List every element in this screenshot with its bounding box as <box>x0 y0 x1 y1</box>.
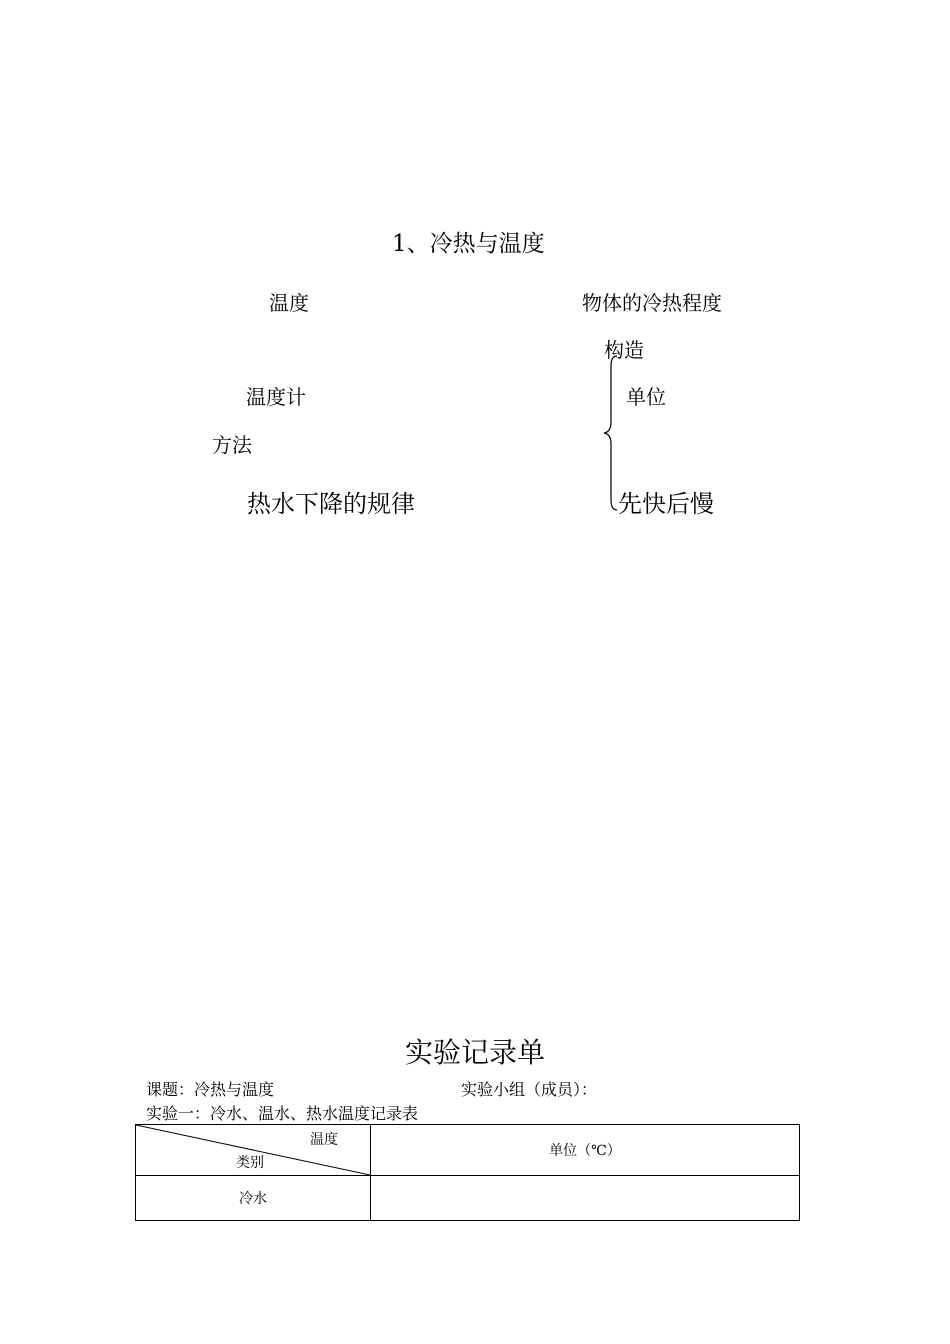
experiment-label: 实验一：冷水、温水、热水温度记录表 <box>146 1104 419 1123</box>
table-header-row <box>136 1125 800 1176</box>
record-sheet-title: 实验记录单 <box>405 1036 546 1069</box>
header-temperature: 温度 <box>310 1132 338 1148</box>
term-structure: 构造 <box>604 338 644 362</box>
term-unit: 单位 <box>626 385 666 409</box>
temperature-record-table <box>135 1124 800 1221</box>
term-temperature: 温度 <box>269 291 309 315</box>
value-cell[interactable] <box>371 1176 800 1221</box>
curly-brace <box>600 354 620 512</box>
term-thermometer: 温度计 <box>246 385 306 409</box>
lesson-title: 1、冷热与温度 <box>392 231 545 257</box>
header-category: 类别 <box>236 1155 264 1171</box>
table-row <box>136 1176 800 1221</box>
category-cell: 冷水 <box>136 1176 371 1221</box>
term-method: 方法 <box>212 433 252 457</box>
cooling-rule: 热水下降的规律 <box>247 490 415 518</box>
group-label: 实验小组（成员）： <box>461 1080 598 1099</box>
cooling-pattern: 先快后慢 <box>618 490 714 518</box>
diagonal-header-cell <box>136 1125 371 1176</box>
topic-label: 课题：冷热与温度 <box>146 1080 275 1099</box>
temperature-definition: 物体的冷热程度 <box>582 291 722 315</box>
unit-header-cell: 单位（℃） <box>371 1125 800 1176</box>
